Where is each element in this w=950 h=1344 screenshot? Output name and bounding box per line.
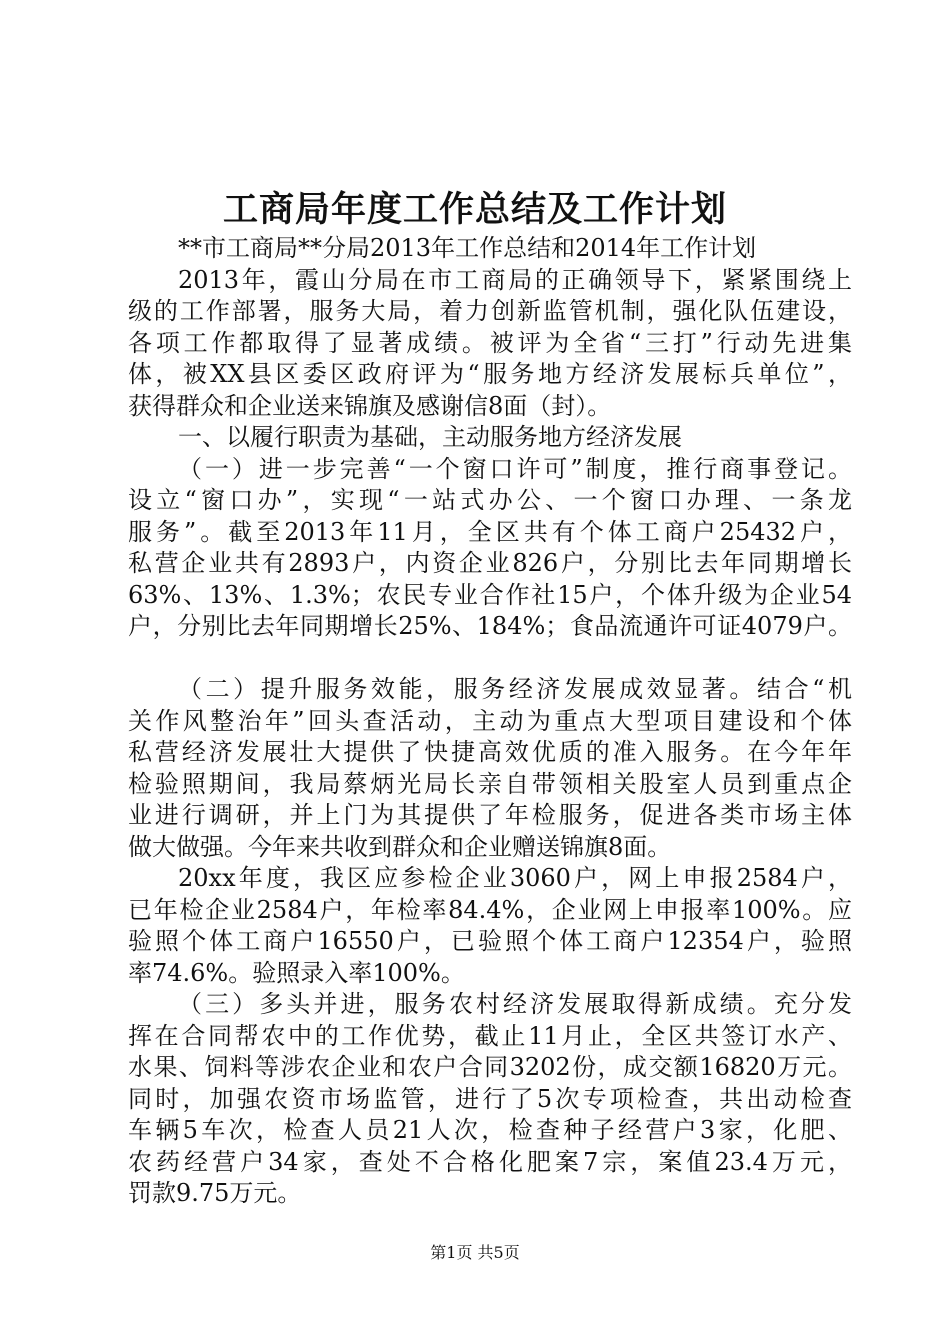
body-text-line: 一、以履行职责为基础，主动服务地方经济发展 xyxy=(178,423,682,451)
body-text-line: 私营经济发展壮大提供了快捷高效优质的准入服务。在今年年 xyxy=(128,738,852,766)
body-text-line: 体，被XX县区委区政府评为“服务地方经济发展标兵单位”， xyxy=(128,360,852,388)
body-text-line: （二）提升服务效能，服务经济发展成效显著。结合“机 xyxy=(178,675,852,703)
body-text-line: 做大做强。今年来共收到群众和企业赠送锦旗8面。 xyxy=(128,832,672,861)
body-text-line: 63%、13%、1.3%；农民专业合作社15户，个体升级为企业54 xyxy=(128,580,852,609)
body-text-line: 户，分别比去年同期增长25%、184%；食品流通许可证4079户。 xyxy=(128,612,852,640)
body-text-line: 20xx年度，我区应参检企业3060户，网上申报2584户， xyxy=(178,864,852,892)
body-text-line: **市工商局**分局2013年工作总结和2014年工作计划 xyxy=(178,234,757,262)
body-text-line: 验照个体工商户16550户，已验照个体工商户12354户，验照 xyxy=(128,927,852,955)
body-text-line: 水果、饲料等涉农企业和农户合同3202份，成交额16820万元。 xyxy=(128,1053,852,1081)
body-text-line: 农药经营户34家，查处不合格化肥案7宗，案值23.4万元， xyxy=(128,1147,852,1176)
body-text-line: 获得群众和企业送来锦旗及感谢信8面（封）。 xyxy=(128,391,612,420)
body-text-line: 私营企业共有2893户，内资企业826户，分别比去年同期增长 xyxy=(128,549,852,577)
body-text-line: 设立“窗口办”，实现“一站式办公、一个窗口办理、一条龙 xyxy=(128,486,852,514)
page-footer: 第1页 共5页 xyxy=(430,1243,520,1262)
document-body xyxy=(128,233,852,1210)
body-text-line: 关作风整治年”回头查活动，主动为重点大型项目建设和个体 xyxy=(128,706,852,735)
body-text-line: （三）多头并进，服务农村经济发展取得新成绩。充分发 xyxy=(178,990,852,1018)
body-text-line: 检验照期间，我局蔡炳光局长亲自带领相关股室人员到重点企 xyxy=(128,769,852,798)
body-text-line: 服务”。截至2013年11月，全区共有个体工商户25432户， xyxy=(128,517,852,546)
body-text-line: 罚款9.75万元。 xyxy=(128,1179,302,1207)
body-text-line: 业进行调研，并上门为其提供了年检服务，促进各类市场主体 xyxy=(128,801,852,829)
body-text-line: 级的工作部署，服务大局，着力创新监管机制，强化队伍建设， xyxy=(128,297,852,325)
body-text-line: 同时，加强农资市场监管，进行了5次专项检查，共出动检查 xyxy=(128,1084,852,1113)
body-text-line: 挥在合同帮农中的工作优势，截止11月止，全区共签订水产、 xyxy=(128,1021,852,1050)
body-text-line: 已年检企业2584户，年检率84.4%，企业网上申报率100%。应 xyxy=(128,895,852,924)
body-text-line: 率74.6%。验照录入率100%。 xyxy=(128,958,465,987)
body-text-line: 2013年，霞山分局在市工商局的正确领导下，紧紧围绕上 xyxy=(178,265,852,294)
blank-line xyxy=(128,643,852,675)
body-text-line: 车辆5车次，检查人员21人次，检查种子经营户3家，化肥、 xyxy=(128,1116,852,1144)
body-text-line: 各项工作都取得了显著成绩。被评为全省“三打”行动先进集 xyxy=(128,328,852,357)
body-text-line: （一）进一步完善“一个窗口许可”制度，推行商事登记。 xyxy=(178,454,852,483)
page-title: 工商局年度工作总结及工作计划 xyxy=(222,189,727,230)
